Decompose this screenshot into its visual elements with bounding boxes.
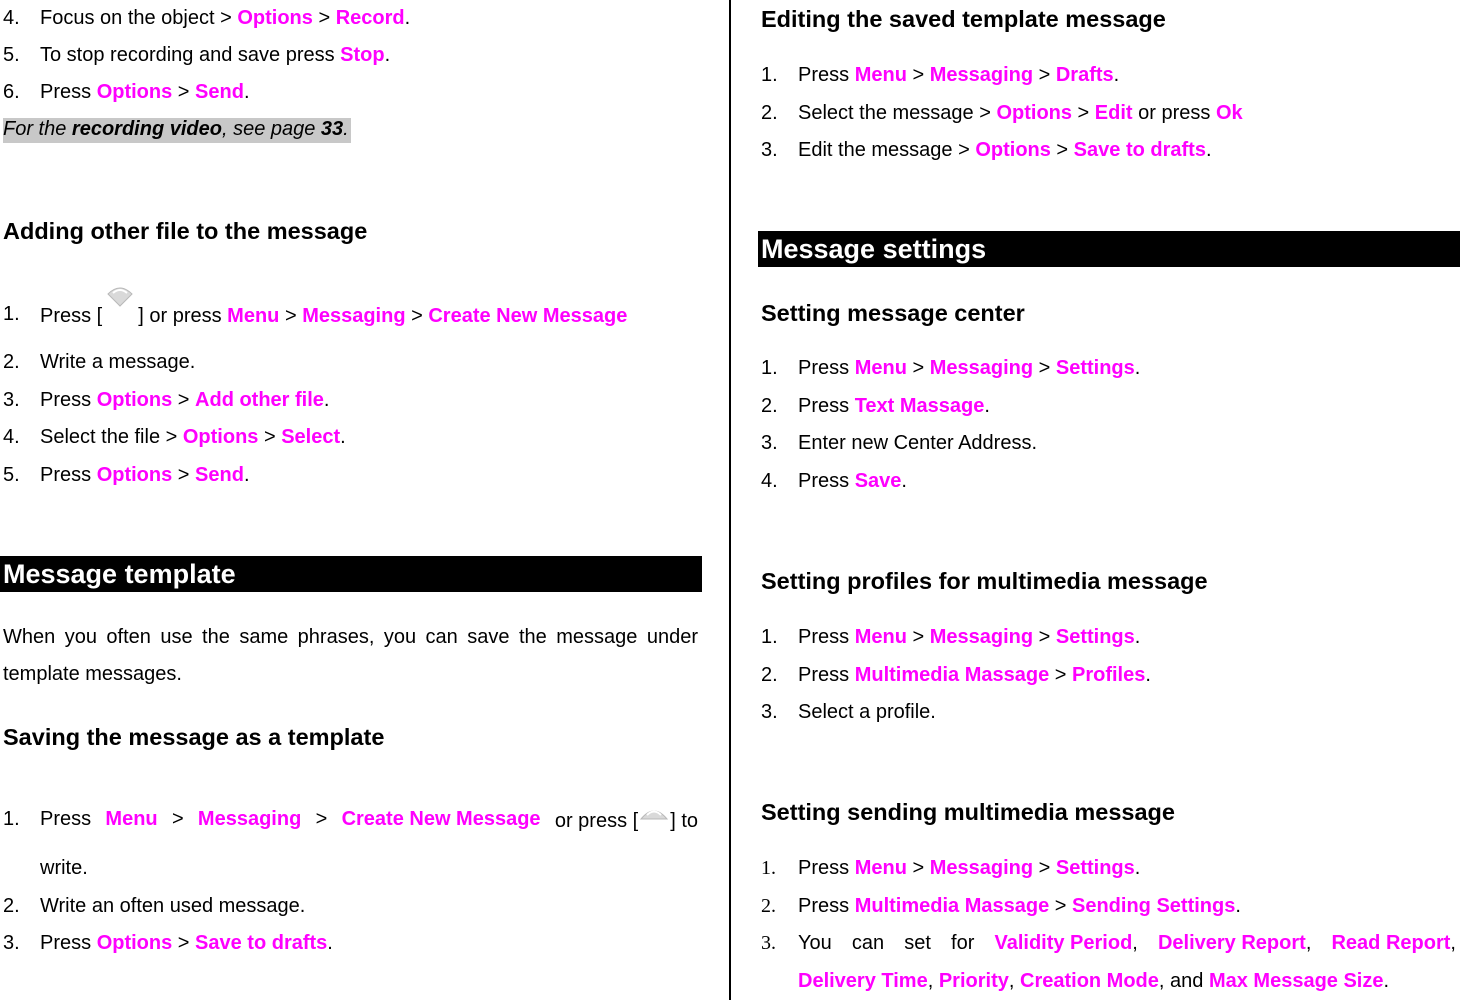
text-fragment: . [1383,970,1390,992]
step-text [798,931,1456,955]
step-text [798,356,1140,380]
text-fragment: Press [798,64,855,86]
text-fragment: > [1049,894,1072,917]
text-fragment: > [312,7,336,29]
highlighted-term: Options [996,101,1072,124]
highlighted-term: Multimedia Massage [854,663,1050,686]
note-mid: , see page [221,118,321,140]
template-intro-line-2: template messages. [3,663,182,685]
step-text [798,63,1119,87]
text-fragment: ] or press [138,305,228,327]
highlighted-term: Record [335,7,405,29]
text-fragment: ] to [670,810,698,832]
menu-link: Menu [105,808,158,830]
step-number: 2. [761,894,776,917]
text-fragment: > [258,426,282,449]
highlighted-term: Save to drafts [195,932,328,954]
text-fragment: Enter new Center Address. [798,432,1038,454]
highlighted-term: Settings [1055,626,1135,648]
text-fragment: . [243,81,250,103]
step-text [798,394,990,418]
section-title-message-center: Setting message center [761,300,1025,326]
separator: > [315,808,328,830]
step-number: 1. [761,857,776,879]
text-fragment: for [951,932,975,954]
text-fragment: , [1008,970,1020,992]
text-fragment: . [323,388,330,411]
text-fragment: > [906,64,930,86]
step-number: 4. [3,7,20,29]
separator: > [171,808,184,830]
step-number: 3. [3,932,20,954]
text-fragment: . [243,464,250,487]
highlighted-term: Menu [854,857,907,879]
text-fragment: . [404,7,411,29]
step-number: 6. [3,81,20,103]
section-band-message-settings: Message settings [758,231,1460,267]
highlighted-term: Max Message Size [1208,970,1384,992]
text-fragment: > [1072,101,1095,124]
step-number: 5. [3,44,20,66]
text-fragment: Press [798,894,855,917]
highlighted-term: Select [281,426,341,449]
text-fragment [1158,931,1311,955]
text-fragment: Select a profile. [798,701,936,723]
text-fragment: Press [798,857,855,879]
highlighted-term: Sending Settings [1072,894,1236,917]
text-fragment: Select the file > [40,426,183,449]
text-fragment: . [1134,626,1141,648]
highlighted-term: Options [96,81,173,103]
text-fragment: Press [798,626,855,648]
text-fragment: . [984,394,990,417]
highlighted-term: Validity Period [994,932,1133,954]
create-new-message-link: Create New Message [428,305,628,327]
highlighted-term: Delivery Report [1157,932,1306,954]
text-fragment: > [1033,857,1056,879]
text-fragment [994,931,1137,955]
highlighted-term: Read Report [1331,932,1451,954]
text-fragment: Press [40,81,97,103]
punctuation: , [1305,932,1312,954]
text-fragment: > [1033,626,1056,648]
separator: > [279,305,303,327]
highlighted-term: Priority [938,970,1009,992]
step-number: 3. [761,932,776,954]
step-number: 3. [761,701,778,723]
text-fragment: To stop recording and save press [40,44,341,66]
highlighted-term: Text Massage [854,394,985,417]
highlighted-term: Drafts [1055,64,1114,86]
step-number: 1. [761,626,778,648]
section-title-saving-template: Saving the message as a template [3,724,385,750]
highlighted-term: Settings [1055,857,1135,879]
step-number: 2. [761,101,778,124]
text-fragment: Write an often used message. [40,895,306,917]
highlighted-term: Multimedia Massage [854,894,1050,917]
highlighted-term: Messaging [929,64,1034,86]
column-divider [729,0,731,1000]
new-message-icon [102,302,138,326]
text-fragment: Press [798,357,855,379]
new-message-icon [638,807,670,831]
highlighted-term: Creation Mode [1020,970,1159,992]
sending-step-3-continued [798,969,1389,993]
page-reference-note [3,118,351,143]
text-fragment [555,807,698,833]
step-text [40,302,627,328]
text-fragment: > [906,626,930,648]
highlighted-term: Settings [1055,357,1135,379]
text-fragment: > [1033,64,1056,86]
text-fragment: You [798,932,832,954]
step-text [798,625,1140,649]
step-number: 5. [3,464,20,487]
text-fragment: , [927,970,939,992]
step-text [798,469,907,493]
step-text [40,931,333,955]
text-fragment: > [1049,663,1072,686]
step-text [40,6,410,30]
text-fragment: Focus on the object > [40,7,238,29]
text-fragment: . [1134,857,1141,879]
text-fragment: or press [1132,101,1216,124]
text-fragment: Press [798,469,855,492]
text-fragment: Press [798,394,855,417]
text-fragment: > [1033,357,1056,379]
text-fragment: . [340,426,346,449]
step-number: 1. [3,303,20,325]
text-fragment: Press [ [40,305,103,327]
highlighted-term: Messaging [929,857,1034,879]
note-suffix: . [343,118,349,140]
text-fragment: . [1205,139,1212,161]
text-fragment: Press [40,464,97,487]
text-fragment: Press [40,388,97,411]
saving-step-1-continued: write. [40,857,88,879]
note-page-number: 33 [320,118,344,140]
highlighted-term: Save [854,469,902,492]
text-fragment: > [906,357,930,379]
step-number: 2. [761,394,778,417]
step-number: 1. [761,64,778,86]
text-fragment: Press [798,663,855,686]
note-prefix: For the [3,118,72,140]
step-number: 3. [3,388,20,411]
highlighted-term: Menu [854,64,907,86]
highlighted-term: Save to drafts [1073,139,1206,161]
highlighted-term: Send [195,464,244,487]
highlighted-term: Options [96,464,173,487]
note-bold-term: recording video [71,118,222,140]
step-text [40,894,305,918]
text-fragment: > [172,388,196,411]
step-text [40,807,698,833]
highlighted-term: Options [96,388,173,411]
text-fragment: > [172,932,196,954]
highlighted-term: Options [182,426,259,449]
step-number: 2. [761,663,778,686]
highlighted-term: Delivery Time [798,970,928,992]
text-fragment: . [1113,64,1120,86]
punctuation: , [1132,932,1138,954]
text-fragment: Press [40,808,92,830]
step-number: 2. [3,895,20,917]
step-text [798,431,1037,455]
messaging-link: Messaging [197,808,302,830]
text-fragment: set [904,932,931,954]
step-text [798,700,936,724]
text-fragment: > [1050,139,1074,161]
text-fragment: . [901,469,907,492]
messaging-link: Messaging [302,305,406,327]
highlighted-term: Messaging [929,626,1034,648]
text-fragment: or press [ [554,810,639,832]
step-number: 3. [761,432,778,454]
highlighted-term: Options [237,7,313,29]
step-text [40,388,329,412]
step-text [798,856,1140,880]
separator: > [405,305,429,327]
text-fragment: , and [1158,970,1209,992]
section-title-editing-template: Editing the saved template message [761,6,1166,32]
text-fragment [1331,931,1455,955]
highlighted-term: Options [96,932,173,954]
highlighted-term: Send [195,81,244,103]
text-fragment: . [327,932,333,954]
text-fragment: Edit the message > [798,139,976,161]
text-fragment: > [172,81,196,103]
highlighted-term: Options [975,139,1051,161]
step-number: 1. [3,808,20,830]
section-band-message-template: Message template [0,556,702,592]
step-number: 4. [761,469,778,492]
step-text [798,138,1212,162]
highlighted-term: Menu [854,357,907,379]
step-text [40,80,250,104]
text-fragment: can [851,932,885,954]
text-fragment: > [172,464,196,487]
punctuation: , [1450,932,1456,954]
text-fragment: Select the message > [798,101,997,124]
highlighted-term: Edit [1094,101,1133,124]
step-number: 2. [3,351,20,373]
step-number: 1. [761,357,778,379]
text-fragment: . [384,44,391,66]
highlighted-term: Messaging [929,357,1034,379]
step-text [798,663,1151,687]
step-number: 4. [3,426,20,449]
template-intro-line-1: When you often use the same phrases, you can save the message under [3,626,698,648]
section-title-adding-file: Adding other file to the message [3,218,368,244]
text-fragment: Write a message. [40,351,196,373]
step-text [40,350,195,374]
step-text [40,425,346,449]
create-new-message-link: Create New Message [341,808,541,830]
text-fragment: . [1145,663,1151,686]
highlighted-term: Add other file [195,388,324,411]
highlighted-term: Ok [1215,101,1243,124]
highlighted-term: Profiles [1072,663,1146,686]
text-fragment: > [906,857,930,879]
text-fragment: Press [40,932,97,954]
section-title-mms-sending: Setting sending multimedia message [761,799,1175,825]
step-text [798,101,1243,125]
step-number: 3. [761,139,778,161]
highlighted-term: Menu [854,626,907,648]
menu-link: Menu [227,305,280,327]
step-text [798,894,1241,918]
section-title-mms-profiles: Setting profiles for multimedia message [761,568,1208,594]
text-fragment: . [1134,357,1141,379]
text-fragment: . [1235,894,1241,917]
step-text [40,43,390,67]
highlighted-term: Stop [340,44,385,66]
step-text [40,463,250,487]
